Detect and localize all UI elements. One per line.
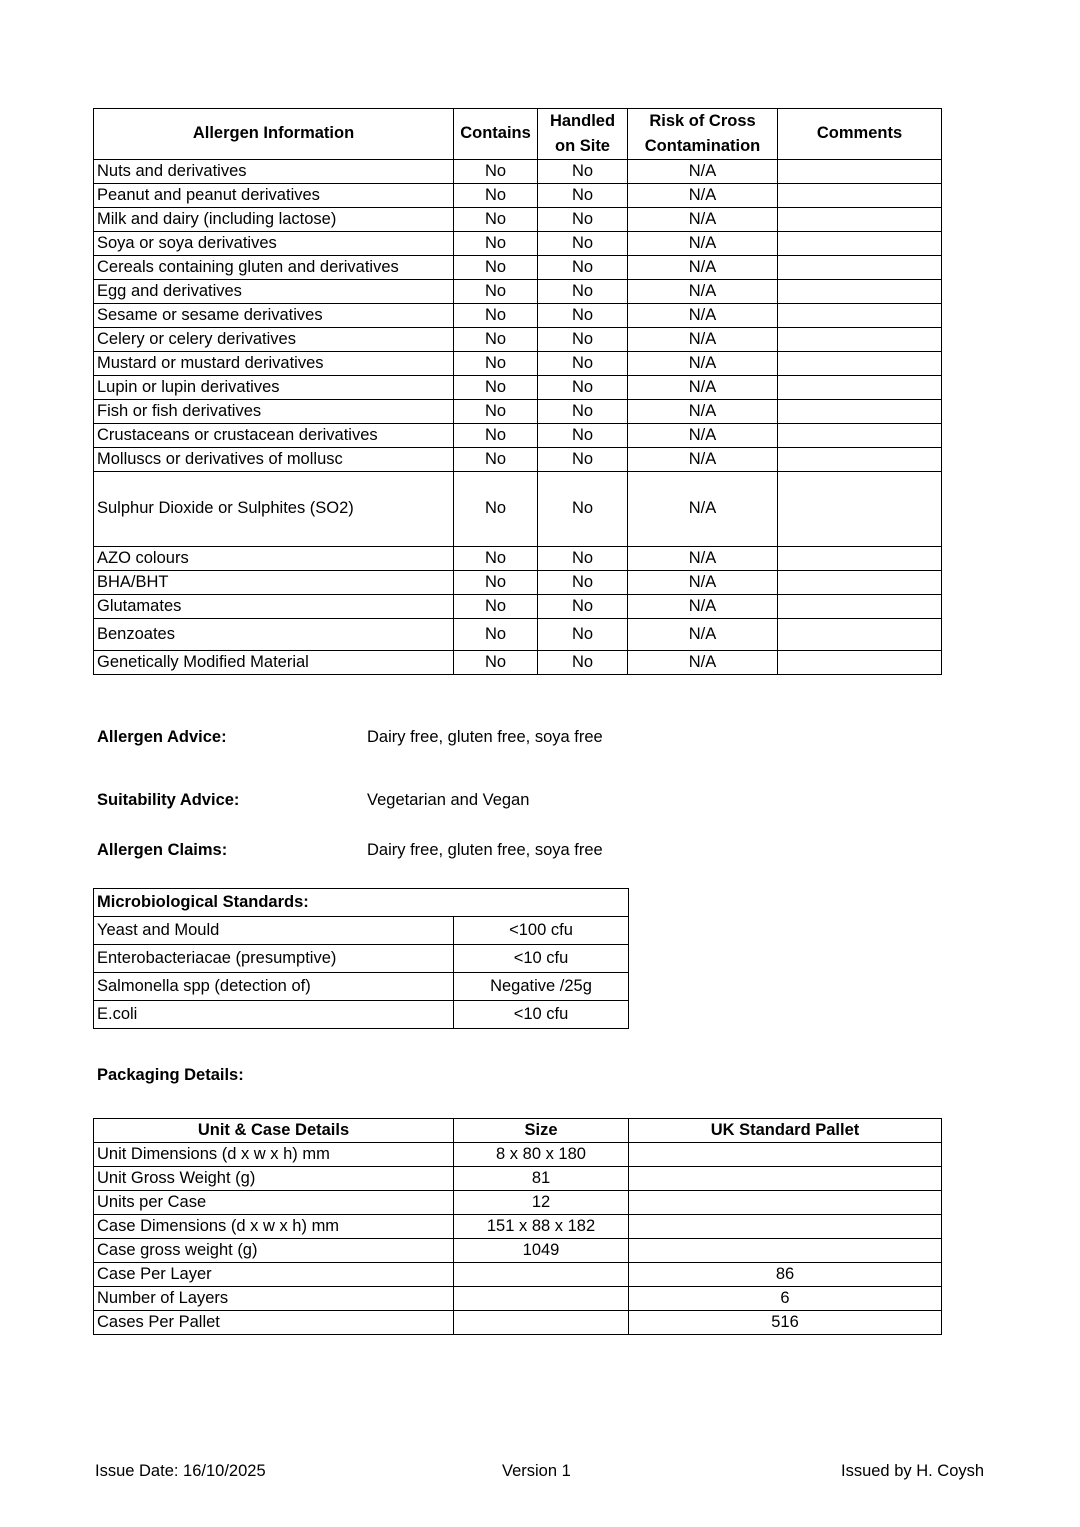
table-row: [94, 1239, 942, 1263]
micro-name: E.coli: [94, 1001, 454, 1029]
table-row: [94, 279, 942, 303]
pack-size: [454, 1263, 629, 1287]
pack-size: 81: [454, 1167, 629, 1191]
allergen-contains: No: [454, 327, 538, 351]
packaging-table: [93, 1118, 942, 1335]
allergen-risk: N/A: [628, 183, 778, 207]
allergen-name: Molluscs or derivatives of mollusc: [94, 447, 454, 471]
allergen-risk: N/A: [628, 618, 778, 650]
pack-size: 1049: [454, 1239, 629, 1263]
allergen-contains: No: [454, 183, 538, 207]
table-row: [94, 1287, 942, 1311]
table-row: [94, 183, 942, 207]
header-uk-standard-pallet: UK Standard Pallet: [629, 1119, 942, 1143]
allergen-name: Peanut and peanut derivatives: [94, 183, 454, 207]
allergen-contains: No: [454, 375, 538, 399]
allergen-risk: N/A: [628, 231, 778, 255]
pack-size: 151 x 88 x 182: [454, 1215, 629, 1239]
packaging-header-row: [94, 1119, 942, 1143]
table-row: [94, 1215, 942, 1239]
table-row: [94, 159, 942, 183]
allergen-name: Sulphur Dioxide or Sulphites (SO2): [94, 471, 454, 546]
allergen-handled: No: [538, 231, 628, 255]
allergen-handled: No: [538, 255, 628, 279]
pack-pallet: [629, 1191, 942, 1215]
allergen-risk: N/A: [628, 375, 778, 399]
allergen-handled: No: [538, 594, 628, 618]
allergen-comments: [778, 279, 942, 303]
table-row: [94, 546, 942, 570]
allergen-contains: No: [454, 570, 538, 594]
allergen-name: Benzoates: [94, 618, 454, 650]
pack-pallet: [629, 1215, 942, 1239]
allergen-contains: No: [454, 207, 538, 231]
allergen-contains: No: [454, 594, 538, 618]
allergen-comments: [778, 375, 942, 399]
allergen-handled: No: [538, 423, 628, 447]
allergen-risk: N/A: [628, 650, 778, 674]
table-row: [94, 1167, 942, 1191]
header-risk-line1: Risk of Cross: [649, 112, 756, 130]
allergen-risk: N/A: [628, 159, 778, 183]
micro-name: Enterobacteriacae (presumptive): [94, 945, 454, 973]
micro-title: Microbiological Standards:: [94, 889, 629, 917]
table-row: [94, 255, 942, 279]
table-row: [94, 570, 942, 594]
allergen-handled: No: [538, 618, 628, 650]
allergen-comments: [778, 351, 942, 375]
allergen-handled: No: [538, 471, 628, 546]
header-handled-line1: Handled: [549, 112, 616, 130]
allergen-handled: No: [538, 399, 628, 423]
allergen-handled: No: [538, 159, 628, 183]
allergen-risk: N/A: [628, 447, 778, 471]
allergen-risk: N/A: [628, 471, 778, 546]
allergen-name: AZO colours: [94, 546, 454, 570]
table-row: [94, 945, 629, 973]
issued-by: Issued by H. Coysh: [841, 1462, 985, 1480]
allergen-contains: No: [454, 279, 538, 303]
micro-value: <100 cfu: [454, 917, 629, 945]
allergen-handled: No: [538, 183, 628, 207]
table-row: [94, 231, 942, 255]
pack-pallet: 516: [629, 1311, 942, 1335]
allergen-risk: N/A: [628, 423, 778, 447]
allergen-comments: [778, 255, 942, 279]
header-risk-of-cross-contamination: [628, 109, 778, 160]
allergen-risk: N/A: [628, 570, 778, 594]
micro-value: <10 cfu: [454, 945, 629, 973]
pack-size: [454, 1311, 629, 1335]
table-row: [94, 618, 942, 650]
allergen-handled: No: [538, 650, 628, 674]
micro-name: Yeast and Mould: [94, 917, 454, 945]
allergen-handled: No: [538, 570, 628, 594]
allergen-name: Egg and derivatives: [94, 279, 454, 303]
table-row: [94, 351, 942, 375]
allergen-name: Genetically Modified Material: [94, 650, 454, 674]
allergen-comments: [778, 327, 942, 351]
table-row: [94, 1263, 942, 1287]
allergen-risk: N/A: [628, 207, 778, 231]
packaging-details-label: Packaging Details:: [97, 1066, 244, 1084]
allergen-comments: [778, 570, 942, 594]
table-row: [94, 1191, 942, 1215]
allergen-comments: [778, 447, 942, 471]
header-size: Size: [454, 1119, 629, 1143]
table-row: [94, 1311, 942, 1335]
table-row: [94, 973, 629, 1001]
allergen-comments: [778, 546, 942, 570]
allergen-advice-label: Allergen Advice:: [97, 728, 227, 746]
allergen-contains: No: [454, 351, 538, 375]
allergen-name: Nuts and derivatives: [94, 159, 454, 183]
allergen-contains: No: [454, 546, 538, 570]
allergen-name: Milk and dairy (including lactose): [94, 207, 454, 231]
table-row: [94, 1001, 629, 1029]
table-row: [94, 375, 942, 399]
allergen-name: Lupin or lupin derivatives: [94, 375, 454, 399]
allergen-handled: No: [538, 546, 628, 570]
allergen-name: Glutamates: [94, 594, 454, 618]
table-row: [94, 303, 942, 327]
allergen-name: Fish or fish derivatives: [94, 399, 454, 423]
allergen-claims-label: Allergen Claims:: [97, 841, 228, 859]
pack-size: 12: [454, 1191, 629, 1215]
allergen-comments: [778, 207, 942, 231]
pack-name: Unit Gross Weight (g): [94, 1167, 454, 1191]
pack-name: Case Per Layer: [94, 1263, 454, 1287]
allergen-comments: [778, 618, 942, 650]
table-row: [94, 207, 942, 231]
pack-pallet: [629, 1143, 942, 1167]
pack-name: Case gross weight (g): [94, 1239, 454, 1263]
allergen-risk: N/A: [628, 303, 778, 327]
allergen-advice-value: Dairy free, gluten free, soya free: [367, 728, 603, 746]
issue-date: Issue Date: 16/10/2025: [95, 1462, 266, 1480]
version: Version 1: [502, 1462, 571, 1480]
allergen-handled: No: [538, 279, 628, 303]
allergen-comments: [778, 471, 942, 546]
allergen-comments: [778, 159, 942, 183]
allergen-contains: No: [454, 618, 538, 650]
table-row: [94, 1143, 942, 1167]
allergen-comments: [778, 399, 942, 423]
header-handled-on-site: [538, 109, 628, 160]
microbiological-table: [93, 888, 629, 1029]
allergen-claims-value: Dairy free, gluten free, soya free: [367, 841, 603, 859]
pack-pallet: [629, 1167, 942, 1191]
allergen-risk: N/A: [628, 351, 778, 375]
pack-pallet: 6: [629, 1287, 942, 1311]
table-row: [94, 471, 942, 546]
pack-name: Number of Layers: [94, 1287, 454, 1311]
pack-size: [454, 1287, 629, 1311]
allergen-table: [93, 108, 942, 675]
allergen-name: Crustaceans or crustacean derivatives: [94, 423, 454, 447]
allergen-name: Cereals containing gluten and derivatives: [94, 255, 454, 279]
pack-name: Units per Case: [94, 1191, 454, 1215]
table-row: [94, 594, 942, 618]
pack-pallet: [629, 1239, 942, 1263]
micro-value: Negative /25g: [454, 973, 629, 1001]
pack-size: 8 x 80 x 180: [454, 1143, 629, 1167]
allergen-contains: No: [454, 231, 538, 255]
table-row: [94, 917, 629, 945]
allergen-name: Mustard or mustard derivatives: [94, 351, 454, 375]
header-risk-line2: Contamination: [644, 136, 761, 155]
allergen-handled: No: [538, 447, 628, 471]
allergen-contains: No: [454, 471, 538, 546]
allergen-contains: No: [454, 303, 538, 327]
allergen-handled: No: [538, 375, 628, 399]
pack-name: Case Dimensions (d x w x h) mm: [94, 1215, 454, 1239]
allergen-comments: [778, 423, 942, 447]
pack-pallet: 86: [629, 1263, 942, 1287]
allergen-comments: [778, 594, 942, 618]
allergen-handled: No: [538, 207, 628, 231]
header-handled-line2: on Site: [554, 136, 610, 155]
allergen-risk: N/A: [628, 546, 778, 570]
allergen-name: Celery or celery derivatives: [94, 327, 454, 351]
table-row: [94, 650, 942, 674]
allergen-comments: [778, 650, 942, 674]
allergen-comments: [778, 183, 942, 207]
pack-name: Unit Dimensions (d x w x h) mm: [94, 1143, 454, 1167]
allergen-name: Sesame or sesame derivatives: [94, 303, 454, 327]
allergen-handled: No: [538, 351, 628, 375]
allergen-handled: No: [538, 327, 628, 351]
table-row: [94, 327, 942, 351]
header-allergen-information: Allergen Information: [94, 109, 454, 160]
header-comments: Comments: [778, 109, 942, 160]
header-unit-case-details: Unit & Case Details: [94, 1119, 454, 1143]
pack-name: Cases Per Pallet: [94, 1311, 454, 1335]
allergen-comments: [778, 303, 942, 327]
allergen-comments: [778, 231, 942, 255]
header-contains: Contains: [454, 109, 538, 160]
allergen-name: Soya or soya derivatives: [94, 231, 454, 255]
allergen-contains: No: [454, 159, 538, 183]
allergen-contains: No: [454, 650, 538, 674]
suitability-advice-value: Vegetarian and Vegan: [367, 791, 530, 809]
allergen-risk: N/A: [628, 594, 778, 618]
micro-title-row: [94, 889, 629, 917]
allergen-risk: N/A: [628, 255, 778, 279]
allergen-risk: N/A: [628, 279, 778, 303]
allergen-risk: N/A: [628, 327, 778, 351]
micro-value: <10 cfu: [454, 1001, 629, 1029]
allergen-name: BHA/BHT: [94, 570, 454, 594]
allergen-risk: N/A: [628, 399, 778, 423]
allergen-handled: No: [538, 303, 628, 327]
allergen-contains: No: [454, 399, 538, 423]
table-row: [94, 423, 942, 447]
allergen-contains: No: [454, 255, 538, 279]
allergen-contains: No: [454, 447, 538, 471]
table-row: [94, 447, 942, 471]
allergen-header-row: [94, 109, 942, 160]
allergen-contains: No: [454, 423, 538, 447]
suitability-advice-label: Suitability Advice:: [97, 791, 240, 809]
micro-name: Salmonella spp (detection of): [94, 973, 454, 1001]
table-row: [94, 399, 942, 423]
